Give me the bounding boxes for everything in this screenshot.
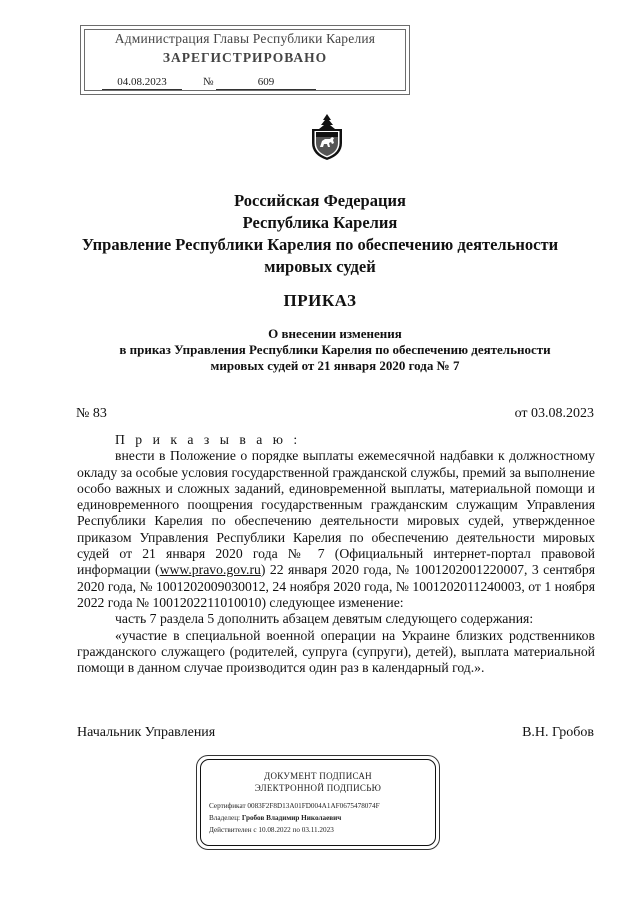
prikazyvayu: П р и к а з ы в а ю :	[115, 432, 301, 447]
registration-stamp	[80, 25, 410, 95]
registration-number-label: №	[203, 76, 214, 88]
document-date: от 03.08.2023	[514, 406, 594, 421]
signer-position: Начальник Управления	[77, 725, 216, 740]
registration-org: Администрация Главы Республики Карелия	[114, 31, 376, 46]
paragraph-3: «участие в специальной военной операции на Украине близких родственников гражданского служащего (родителей, супруга (супруги), детей), выплата материальной помощи в данном случае производится один раз в календарный год.».	[77, 627, 595, 676]
document-number: № 83	[76, 406, 107, 421]
subject-line-2: в приказ Управления Республики Карелия по обеспечению деятельности	[119, 342, 551, 357]
esign-certificate: Сертификат 0083F2F8D13A01FD004A1AF0675478074F	[209, 802, 380, 810]
registration-number: 609	[216, 76, 316, 90]
karelia-coat-of-arms-icon	[308, 113, 346, 161]
pravo-link[interactable]: www.pravo.gov.ru	[159, 562, 261, 578]
esign-validity: Действителен с 10.08.2022 по 03.11.2023	[209, 826, 334, 834]
order-body	[77, 432, 595, 676]
header-country: Российская Федерация	[234, 191, 406, 210]
order-title: ПРИКАЗ	[283, 291, 357, 310]
registration-status: ЗАРЕГИСТРИРОВАНО	[162, 50, 328, 65]
esign-owner: Владелец: Гробов Владимир Николаевич	[209, 814, 342, 822]
paragraph-2: часть 7 раздела 5 дополнить абзацем девятым следующего содержания:	[115, 611, 534, 627]
paragraph-1: внести в Положение о порядке выплаты ежемесячной надбавки к должностному окладу за особые условия государственной гражданской службы, премий за выполнение особо важных и сложных заданий, единовременной выплаты, материальной помощи и единовременного поощрения государственным гражданским служащим Управления Республики Карелия по обеспечению деятельности мировых судей, утвержденное приказом Управления Республики Карелия по обеспечению деятельности мировых судей от 21 января 2020 года № 7 (Официальный интернет-портал правовой информации (www.pravo.gov.ru) 22 января 2020 года, № 1001202001220007, 3 сентября 2020 года, № 1001202009030012, 24 ноября 2020 года, № 1001202011240003, от 1 ноября 2022 года № 1001202211010010) следующее изменение:	[77, 448, 595, 610]
header-department-cont: мировых судей	[264, 257, 376, 276]
signer-name: В.Н. Гробов	[522, 725, 594, 740]
registration-date: 04.08.2023	[102, 76, 182, 90]
header-republic: Республика Карелия	[242, 213, 398, 232]
header-department: Управление Республики Карелия по обеспечению деятельности	[81, 235, 559, 254]
subject-line-1: О внесении изменения	[268, 326, 402, 341]
subject-line-3: мировых судей от 21 января 2020 года № 7	[210, 358, 460, 373]
electronic-signature-stamp	[196, 755, 440, 850]
esign-title: ДОКУМЕНТ ПОДПИСАН ЭЛЕКТРОННОЙ ПОДПИСЬЮ	[254, 771, 382, 793]
